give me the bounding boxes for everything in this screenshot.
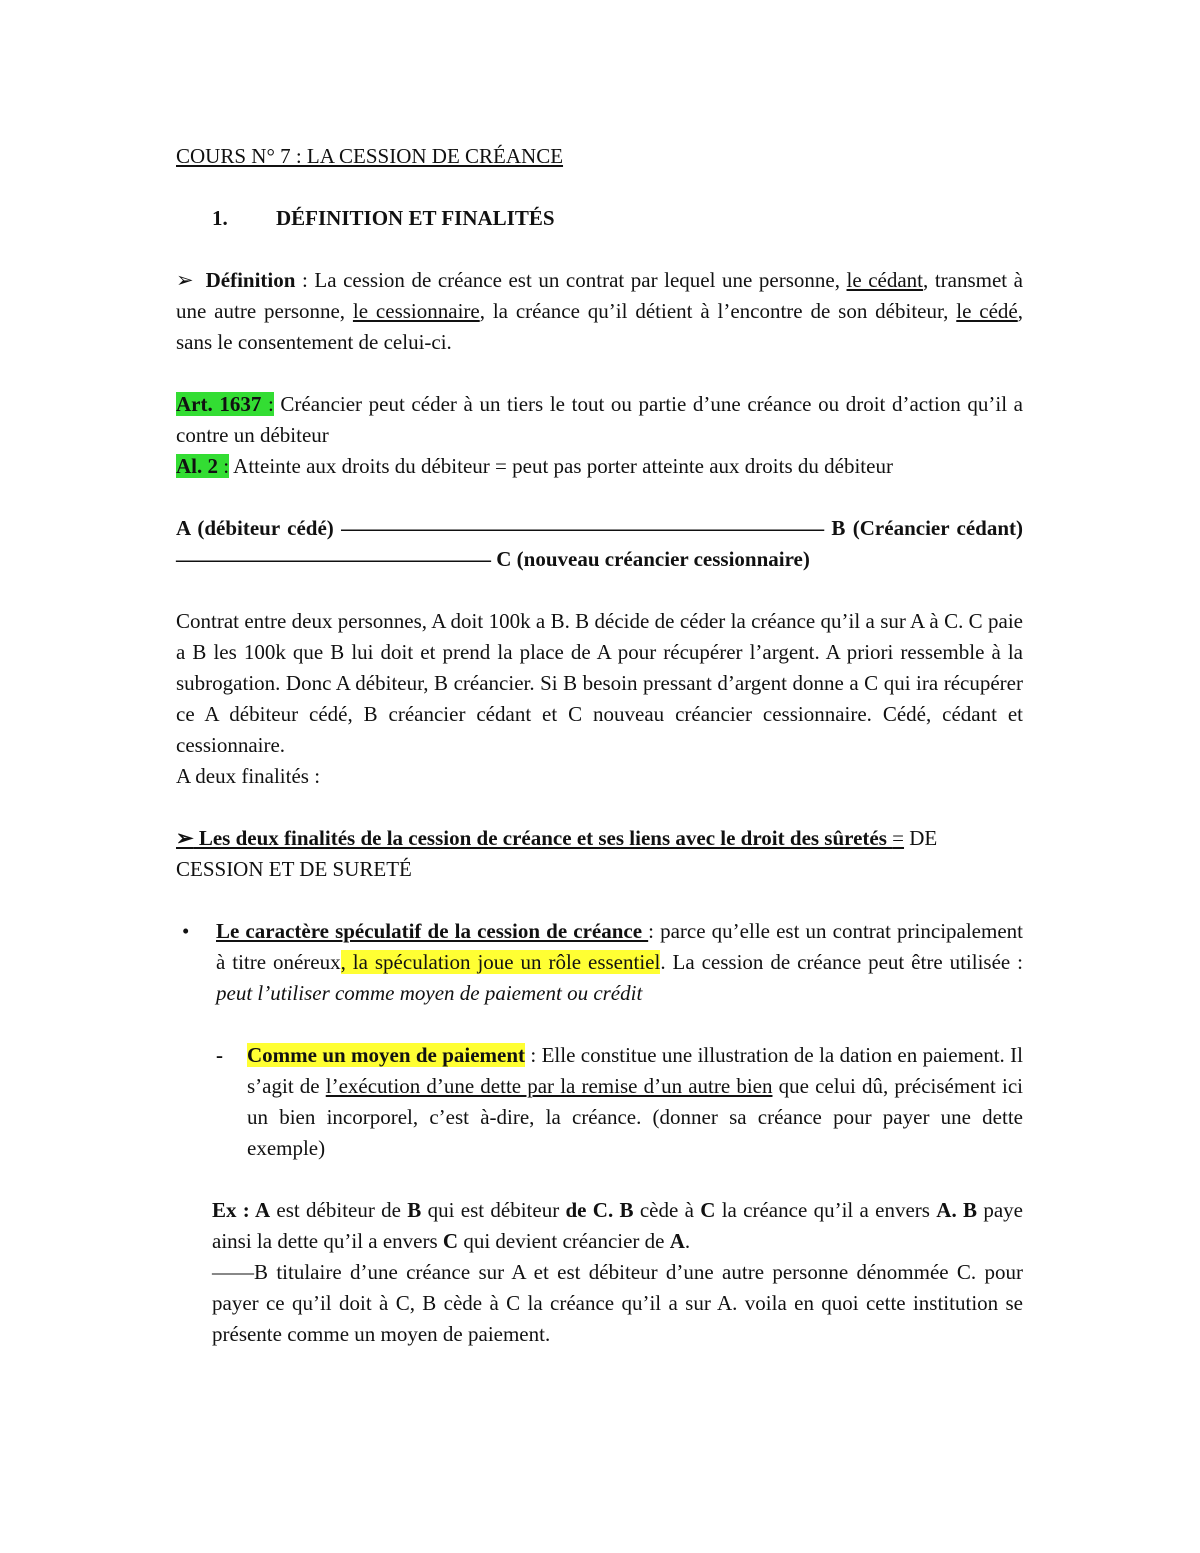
definition-label: Définition (205, 268, 296, 292)
arrow-bullet-icon: ➢ (176, 826, 194, 850)
definition-text-4: , sans le consentement de celui-ci. (176, 299, 1023, 354)
paiement-item (176, 1040, 1023, 1164)
alinea-colon: : (223, 454, 230, 478)
example-party: B (407, 1198, 422, 1222)
section-heading-1 (176, 203, 1023, 234)
speculatif-item (176, 916, 1023, 1009)
definition-text-3: , la créance qu’il détient à l’encontre de son débiteur, (479, 299, 957, 323)
term-cede: le cédé (956, 299, 1018, 323)
paiement-text-2: que celui dû, précisément ici un bien incorporel, c’est à-dire, la créance. (donner sa créance pour payer une dette exemple) (247, 1074, 1023, 1160)
term-cessionnaire: le cessionnaire (352, 299, 480, 323)
example-party: C (442, 1229, 459, 1253)
example-block (176, 1195, 1023, 1350)
example-party: de C. B (565, 1198, 634, 1222)
example-party: A. (936, 1198, 957, 1222)
example-line-2: ——B titulaire d’une créance sur A et est débiteur d’une autre personne dénommée C. pour payer ce qu’il doit à C, B cède à C la créance qu’il a sur A. voila en quoi cette institution se présente comme un moyen de paiement. (212, 1260, 1023, 1346)
speculatif-text-1: : parce qu’elle est un contrat principalement à titre onéreux (216, 919, 1023, 974)
definition-text-2: , transmet à une autre personne, (176, 268, 1024, 323)
alinea-paragraph (176, 451, 1023, 482)
finalites-intro: A deux finalités : (176, 764, 321, 788)
section-number: 1. (212, 206, 228, 230)
article-paragraph (176, 389, 1023, 451)
paiement-text-1: : Elle constitue une illustration de la dation en paiement. Il s’agit de (247, 1043, 1023, 1098)
document-page (176, 141, 1023, 1350)
example-text: cède à (633, 1198, 701, 1222)
bullet-icon: • (182, 919, 190, 943)
explanation-paragraph: Contrat entre deux personnes, A doit 100k a B. B décide de céder la créance qu’il a sur A à C. C paie a B les 100k que B lui doit et prend la place de A pour récupérer l’argent. A priori ressemble à la subrogation. Donc A débiteur, B créancier. Si B besoin pressant d’argent donne a C qui ira récupérer ce A débiteur cédé, B créancier cédant et C nouveau créancier cessionnaire. Cédé, cédant et cessionnaire. (176, 609, 1023, 757)
finalites-heading-eq: = (892, 826, 905, 850)
example-text: . (684, 1229, 691, 1253)
finalites-heading-text: Les deux finalités de la cession de créance et ses liens avec le droit des sûretés (193, 826, 893, 850)
example-text: la créance qu’il a envers (715, 1198, 937, 1222)
speculatif-highlight: , la spéculation joue un rôle essentiel (340, 950, 661, 974)
speculatif-italic: peut l’utiliser comme moyen de paiement ou crédit (216, 981, 643, 1005)
arrow-bullet-icon: ➢ (176, 268, 194, 292)
example-party: A (254, 1198, 271, 1222)
alinea-text: Atteinte aux droits du débiteur = peut pas porter atteinte aux droits du débiteur (229, 454, 893, 478)
course-title (176, 141, 1023, 172)
example-text: qui est débiteur (421, 1198, 566, 1222)
speculatif-label: Le caractère spéculatif de la cession de créance (216, 919, 649, 943)
paiement-underlined: l’exécution d’une dette par la remise d’un autre bien (325, 1074, 773, 1098)
finalites-heading-rest: DE CESSION ET DE SURETÉ (176, 826, 938, 881)
example-party: C (700, 1198, 716, 1222)
finalites-heading (176, 823, 1023, 885)
article-label: Art. 1637 (176, 392, 268, 416)
speculatif-text-2: . La cession de créance peut être utilisée : (660, 950, 1023, 974)
example-label: Ex : (212, 1198, 255, 1222)
example-party: A (669, 1229, 685, 1253)
example-line-1 (212, 1195, 1023, 1257)
example-text: qui devient créancier de (458, 1229, 670, 1253)
article-colon: : (267, 392, 274, 416)
example-text: est débiteur de (270, 1198, 408, 1222)
term-cedant: le cédant (846, 268, 924, 292)
schema-paragraph: A (débiteur cédé) ——————————————————————— B (Créancier cédant)——————————————— C (nouveau créancier cessionnaire) (176, 516, 1023, 571)
definition-paragraph (176, 265, 1023, 358)
alinea-label: Al. 2 (176, 454, 224, 478)
example-party: B (963, 1198, 978, 1222)
course-title-text: COURS N° 7 : LA CESSION DE CRÉANCE (176, 144, 564, 168)
example-text: paye ainsi la dette qu’il a envers (212, 1198, 1023, 1253)
section-label: DÉFINITION ET FINALITÉS (276, 206, 555, 230)
article-text: Créancier peut céder à un tiers le tout ou partie d’une créance ou droit d’action qu’il a contre un débiteur (176, 392, 1023, 447)
dash-bullet-icon: - (216, 1043, 223, 1067)
definition-text-1: : La cession de créance est un contrat par lequel une personne, (295, 268, 847, 292)
paiement-label: Comme un moyen de paiement (247, 1043, 526, 1067)
